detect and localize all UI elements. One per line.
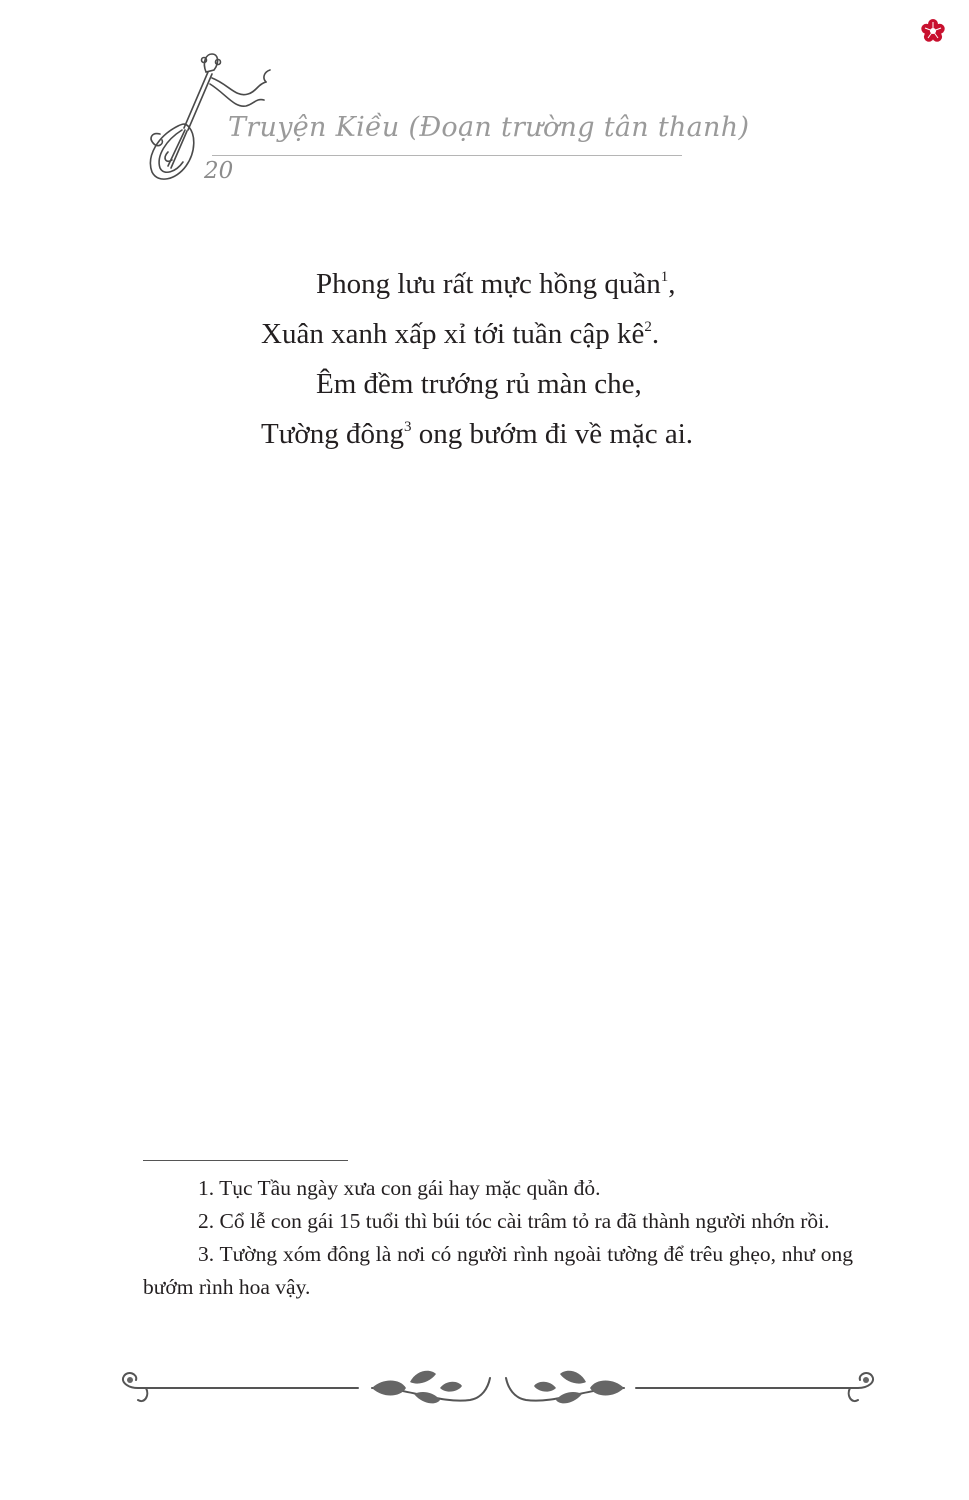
footnotes xyxy=(143,1172,853,1304)
footnote-marker[interactable]: 2 xyxy=(644,319,652,335)
verse-text: Êm đềm trướng rủ màn che, xyxy=(316,368,642,400)
verse-text: Tường đông xyxy=(261,418,405,450)
verse-line xyxy=(316,270,676,299)
footnote-3: 3. Tường xóm đông là nơi có người rình ngoài tường để trêu ghẹo, như ong bướm rình hoa vậy. xyxy=(143,1242,853,1299)
verse-line xyxy=(261,320,659,349)
verse-line xyxy=(261,420,693,449)
verse-punctuation: , xyxy=(668,268,676,300)
running-header-title: Truyện Kiều (Đoạn trường tân thanh) xyxy=(228,112,750,143)
floral-divider-icon xyxy=(110,1360,890,1420)
verse-text: Phong lưu rất mực hồng quần xyxy=(316,268,661,300)
page-number: 20 xyxy=(204,158,234,184)
verse-text: Xuân xanh xấp xỉ tới tuần cập kê xyxy=(261,318,645,350)
footnote-marker[interactable]: 1 xyxy=(660,269,669,285)
verse-punctuation: . xyxy=(651,318,660,350)
footnote-1: 1. Tục Tầu ngày xưa con gái hay mặc quần đỏ. xyxy=(198,1176,601,1200)
header-rule xyxy=(212,155,682,156)
footnote-separator xyxy=(143,1160,348,1161)
verse-continuation: ong bướm đi về mặc ai. xyxy=(411,418,694,450)
corner-flower-icon xyxy=(920,18,946,44)
footnote-2: 2. Cổ lễ con gái 15 tuổi thì búi tóc cài trâm tỏ ra đã thành người nhớn rồi. xyxy=(198,1209,830,1233)
footnote-marker[interactable]: 3 xyxy=(404,419,412,435)
verse-line xyxy=(316,370,642,399)
